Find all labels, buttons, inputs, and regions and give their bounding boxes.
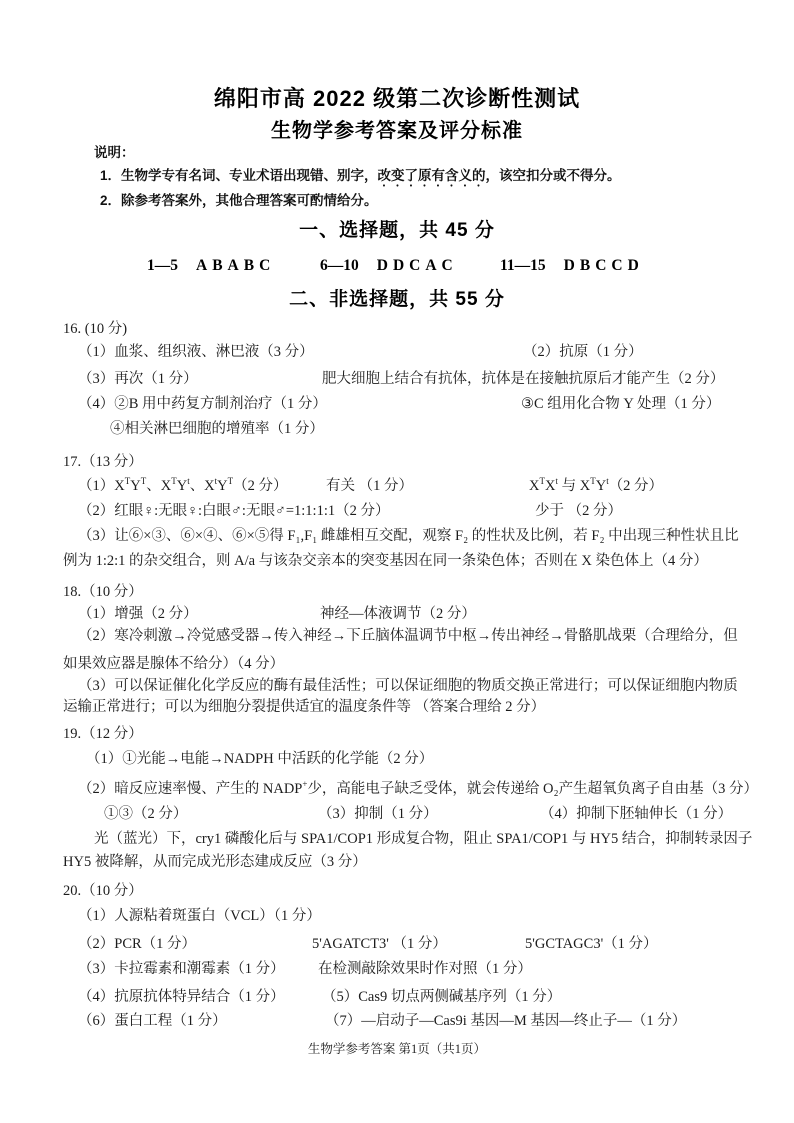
answer-group-6-10 — [320, 257, 458, 275]
q18-answer-1b: 神经—体液调节（2 分） — [320, 606, 476, 622]
q16-answer-3b: 肥大细胞上结合有抗体，抗体是在接触抗原后才能产生（2 分） — [322, 371, 725, 387]
q20-answer-6: （6）蛋白工程（1 分） — [78, 1013, 227, 1029]
q18-answer-3-line1: （3）可以保证催化化学反应的酶有最佳活性；可以保证细胞的物质交换正常进行；可以保证细胞内物质 — [78, 678, 738, 694]
q16-answer-4c: ④相关淋巴细胞的增殖率（1 分） — [110, 421, 324, 437]
q20-answer-3b: 在检测敲除效果时作对照（1 分） — [318, 961, 532, 977]
answer-letters: DDCAC — [376, 257, 458, 274]
q20-header: 20.（10 分） — [63, 883, 143, 899]
note-item-1: 1．生物学专有名词、专业术语出现错、别字，改变了原有含义的，该空扣分或不得分。 — [100, 168, 621, 183]
q20-answer-7: （7）—启动子—Cas9i 基因—M 基因—终止子—（1 分） — [325, 1013, 687, 1029]
q19-header: 19.（12 分） — [63, 726, 143, 742]
answer-group-11-15 — [500, 257, 644, 275]
answer-letters: DBCCD — [563, 257, 644, 274]
answer-range: 11—15 — [500, 257, 546, 274]
q18-header: 18.（10 分） — [63, 584, 143, 600]
notes-label: 说明： — [94, 145, 135, 160]
answer-range: 6—10 — [320, 257, 359, 274]
q17-answer-2: （2）红眼♀:无眼♀:白眼♂:无眼♂=1:1:1:1（2 分） — [78, 503, 390, 519]
q17-header: 17.（13 分） — [63, 454, 143, 470]
q17-answer-3-line2: 例为 1:2:1 的杂交组合，则 A/a 与该杂交亲本的突变基因在同一条染色体；否则在 X 染色体上（4 分） — [63, 553, 708, 569]
q16-answer-3: （3）再次（1 分） — [78, 371, 198, 387]
q20-answer-4: （4）抗原抗体特异结合（1 分） — [78, 989, 285, 1005]
q16-answer-4b: ③C 组用化合物 Y 处理（1 分） — [521, 396, 721, 412]
choice-answers-row — [0, 257, 794, 281]
q16-answer-2: （2）抗原（1 分） — [523, 344, 643, 360]
q17-answer-2b: 少于 （2 分） — [535, 503, 622, 519]
q18-answer-3-line2: 运输正常进行；可以为细胞分裂提供适宜的温度条件等 （答案合理给 2 分） — [63, 699, 546, 715]
q20-answer-5: （5）Cas9 切点两侧碱基序列（1 分） — [322, 989, 562, 1005]
doc-title: 绵阳市高 2022 级第二次诊断性测试 — [213, 86, 581, 111]
q19-answer-4: （4）抑制下胚轴伸长（1 分） — [540, 806, 733, 822]
q20-answer-2c: 5'GCTAGC3'（1 分） — [525, 936, 658, 952]
answer-range: 1—5 — [147, 257, 178, 274]
q17-answer-1c: $X^TX^t$ 与 $X^TY^t(2$ 分） — [529, 476, 664, 494]
q20-answer-2: （2）PCR（1 分） — [78, 936, 197, 952]
q18-answer-1: （1）增强（2 分） — [78, 606, 198, 622]
q19-answer-3: （3）抑制（1 分） — [318, 806, 438, 822]
answer-letters: ABABC — [196, 257, 276, 274]
q17-answer-3-line1: （3）让⑥×③、⑥×④、⑥×⑤得 F₁,F₁ 雌雄相互交配，观察 F₂ 的性状及比例，若 F₂ 中出现三种性状且比 — [78, 528, 739, 544]
q16-header: 16. (10 分) — [63, 321, 128, 337]
q19-answer-4-line2: HY5 被降解，从而完成光形态建成反应（3 分） — [63, 854, 367, 870]
answer-group-1-5 — [147, 257, 275, 275]
q16-answer-4: （4）②B 用中药复方制剂治疗（1 分） — [78, 396, 327, 412]
q20-answer-2b: 5'AGATCT3' （1 分） — [312, 936, 447, 952]
q19-answer-1: （1）①光能→电能→NADPH 中活跃的化学能（2 分） — [86, 751, 434, 767]
page-footer: 生物学参考答案 第1页（共1页） — [307, 1042, 487, 1056]
q20-answer-1: （1）人源粘着斑蛋白（VCL）（1 分） — [78, 908, 321, 924]
section-nonchoice-heading: 二、非选择题，共 55 分 — [289, 289, 505, 310]
doc-subtitle: 生物学参考答案及评分标准 — [271, 120, 523, 142]
section-choice-heading: 一、选择题，共 45 分 — [299, 220, 495, 241]
q19-answer-2: （2）暗反应速率慢、产生的 NADP+少，高能电子缺乏受体，就会传递给 O₂产生超氧负离子自由基（3 分） — [78, 779, 758, 797]
q18-answer-2-line2: 如果效应器是腺体不给分）（4 分） — [63, 656, 285, 672]
q20-answer-3: （3）卡拉霉素和潮霉素（1 分） — [78, 961, 285, 977]
q19-answer-2b: ①③（2 分） — [104, 806, 188, 822]
note-item-2: 2．除参考答案外，其他合理答案可酌情给分。 — [100, 193, 378, 208]
q19-answer-4-line1: 光（蓝光）下，cry1 磷酸化后与 SPA1/COP1 形成复合物，阻止 SPA1/COP1 与 HY5 结合，抑制转录因子 — [94, 831, 753, 847]
q18-answer-2-line1: （2）寒冷刺激→冷觉感受器→传入神经→下丘脑体温调节中枢→传出神经→骨骼肌战栗（合理给分，但 — [78, 628, 738, 644]
q17-answer-1: $(1)X^TY^T$、$X^TY^t$、$X^tY^T(2$ 分） — [78, 476, 288, 494]
q17-answer-1b: 有关 （1 分） — [326, 478, 413, 494]
q16-answer-1: （1）血浆、组织液、淋巴液（3 分） — [78, 344, 314, 360]
